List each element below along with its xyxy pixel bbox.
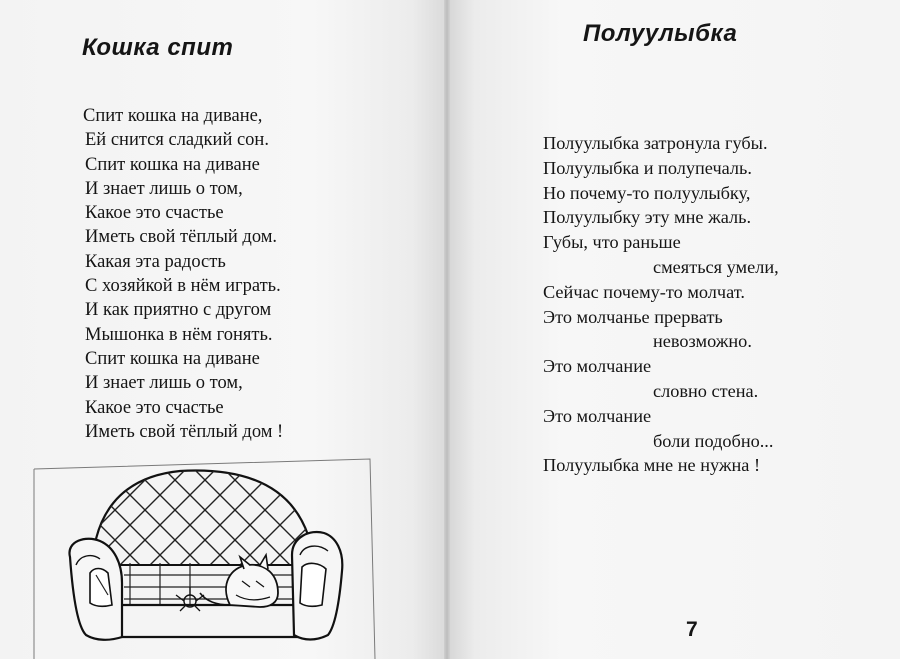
poem-line: Спит кошка на диване,	[83, 106, 263, 126]
poem-line: словно стена.	[653, 380, 759, 401]
poem-line: Какое это счастье	[85, 397, 224, 418]
poem-line: Иметь свой тёплый дом !	[85, 421, 284, 442]
poem-line: Какое это счастье	[85, 203, 224, 224]
poem-line: Это молчание	[543, 356, 652, 377]
book-gutter	[444, 0, 450, 659]
poem-line: Спит кошка на диване	[85, 154, 260, 175]
poem-line: Ей снится сладкий сон.	[85, 130, 269, 151]
right-poem-body	[543, 131, 779, 478]
right-poem-title: Полуулыбка	[583, 20, 738, 47]
poem-line: Мышонка в нём гонять.	[85, 324, 273, 345]
poem-line: Полуулыбка затронула губы.	[543, 133, 768, 153]
poem-line: Сейчас почему-то молчат.	[543, 281, 745, 302]
left-poem-title: Кошка спит	[82, 34, 234, 61]
poem-line: Полуулыбка мне не нужна !	[543, 455, 761, 476]
poem-line: Губы, что раньше	[543, 232, 681, 253]
left-poem-body	[83, 104, 283, 444]
poem-line: Полуулыбка и полупечаль.	[543, 157, 752, 178]
poem-line: Но почему-то полуулыбку,	[543, 182, 751, 203]
poem-line: И как приятно с другом	[85, 300, 272, 321]
poem-line: Спит кошка на диване	[85, 348, 260, 369]
sofa-with-cat-illustration	[30, 455, 385, 659]
poem-line: Какая эта радость	[85, 251, 226, 272]
poem-line: Это молчание	[543, 405, 652, 426]
poem-line: С хозяйкой в нём играть.	[85, 276, 281, 297]
poem-line: Полуулыбку эту мне жаль.	[543, 207, 752, 228]
poem-line: И знает лишь о том,	[85, 178, 243, 199]
page-number: 7	[686, 618, 698, 641]
poem-line: Это молчанье прервать	[543, 306, 723, 327]
poem-line: боли подобно...	[653, 430, 774, 451]
poem-line: невозможно.	[653, 331, 752, 352]
poem-line: Иметь свой тёплый дом.	[85, 227, 278, 248]
poem-line: И знает лишь о том,	[85, 373, 243, 394]
poem-line: смеяться умели,	[653, 256, 779, 277]
